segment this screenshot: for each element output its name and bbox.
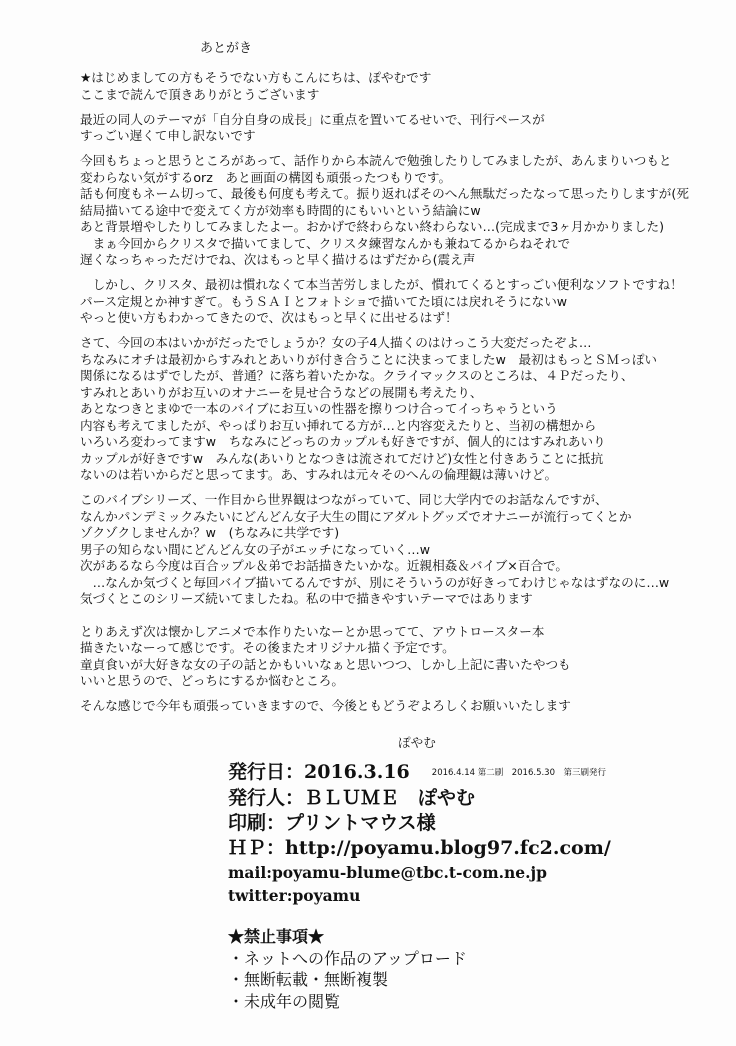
text-line: あとなつきとまゆで一本のバイブにお互いの性器を擦りつけ合ってイっちゃうという (80, 401, 558, 416)
text-line: 変わらない気がするorz あと画面の構図も頑張ったつもりです。 (80, 169, 452, 185)
prohibition-item: ・ネットへの作品のアップロード (228, 948, 467, 968)
text-line: まぁ今回からクリスタで描いてまして、クリスタ練習なんかも兼ねてるからねそれで (80, 235, 571, 251)
text-line: 話も何度もネーム切って、最後も何度も考えて。振り返ればそのへん無駄だったなって思ったりしますが(死 (80, 186, 689, 201)
text-line: やっと使い方もわかってきたので、次はもっと早くに出せるはず！ (80, 310, 458, 325)
text-line: 今回もちょっと思うところがあって、話作りから本読んで勉強したりしてみましたが、あんまりいつもと (80, 153, 672, 168)
publish-date-row (228, 760, 611, 786)
paragraph (80, 624, 689, 690)
colophon (228, 760, 611, 907)
text-line: 気づくとこのシリーズ続いてましたね。私の中で描きやすいテーマではあります (80, 591, 533, 606)
text-line: ないのは若いからだと思ってます。あ、すみれは元々そのへんの倫理観は薄いけど。 (80, 467, 558, 482)
text-line: すみれとあいりがお互いのオナニーを見せ合うなどの展開も考えたり、 (80, 384, 483, 400)
text-line: 最近の同人のテーマが「自分自身の成長」に重点を置いてるせいで、刊行ペースが (80, 111, 545, 127)
paragraph (80, 112, 689, 145)
homepage: ＨＰ：http://poyamu.blog97.fc2.com/ (228, 836, 611, 859)
text-line: ここまで読んで頂きありがとうございます (80, 86, 320, 102)
text-line: カップルが好きですw みんな(あいりとなつきは流されてだけど)女性と付きあうことに抵抗 (80, 450, 604, 466)
text-line: ★はじめましての方もそうでない方もこんにちは、ぽやむです (80, 70, 432, 85)
mail: mail:poyamu-blume@tbc.t-com.ne.jp (228, 862, 547, 882)
signature: ぽやむ (398, 735, 436, 750)
text-line: 関係になるはずでしたが、普通？に落ち着いたかな。クライマックスのところは、４Ｐだったり、 (80, 368, 634, 383)
text-line: すっごい遅くて申し訳ないです (80, 128, 256, 143)
afterword-body (80, 70, 689, 723)
paragraph (80, 277, 689, 327)
text-line: そんな感じで今年も頑張っていきますので、今後ともどうぞよろしくお願いいたします (80, 698, 571, 713)
text-line: このバイブシリーズ、一作目から世界観はつながっていて、同じ大学内でのお話なんですが、 (80, 492, 608, 507)
afterword-title: あとがき (200, 41, 253, 56)
publisher: 発行人：ＢＬＵＭＥ ぽやむ (228, 786, 476, 809)
prohibition-item: ・未成年の閲覧 (228, 991, 341, 1011)
twitter: twitter:poyamu (228, 885, 361, 905)
text-line: 内容も考えてましたが、やっぱりお互い挿れてる方が…と内容変えたりと、当初の構想から (80, 417, 597, 433)
prohibitions (228, 926, 467, 1012)
text-line: 次があるなら今度は百合ップル＆弟でお話描きたいかな。近親相姦＆バイブ×百合で。 (80, 558, 568, 573)
text-line: あと背景増やしたりしてみましたよー。おかげで終わらない終わらない…(完成まで3ヶ月かかりました) (80, 219, 665, 234)
text-line: いろいろ変わってますw ちなみにどっちのカップルも好きですが、個人的にはすみれあいり (80, 434, 606, 449)
text-line: ちなみにオチは最初からすみれとあいりが付き合うことに決まってましたw 最初はもっとＳＭっぽい (80, 351, 658, 367)
text-line: …なんか気づくと毎回バイブ描いてるんですが、別にそういうのが好きってわけじゃなはずなのに…w (80, 574, 670, 590)
text-line: 描きたいなーって感じです。その後またオリジナル描く予定です。 (80, 640, 455, 655)
printer: 印刷：プリントマウス様 (228, 811, 436, 834)
paragraph (80, 335, 689, 484)
reprint-note: 2016.4.14 第二刷 2016.5.30 第三刷発行 (431, 767, 607, 778)
publish-date: 発行日：2016.3.16 (228, 761, 410, 783)
text-line: 結局描いてる途中で変えてく方が効率も時間的にもいいという結論にw (80, 202, 481, 218)
text-line: 男子の知らない間にどんどん女の子がエッチになっていく…w (80, 541, 431, 557)
paragraph (80, 153, 689, 269)
prohibitions-heading: ★禁止事項★ (228, 927, 325, 946)
text-line: 童貞食いが大好きな女の子の話とかもいいなぁと思いつつ、しかし上記に書いたやつも (80, 656, 571, 672)
text-line: いいと思うので、どっちにするか悩むところ。 (80, 673, 344, 688)
text-line: なんかパンデミックみたいにどんどん女子大生の間にアダルトグッズでオナニーが流行ってくとか (80, 508, 632, 524)
paragraph (80, 492, 689, 608)
paragraph (80, 698, 689, 715)
text-line: パース定規とか神すぎて。もうＳＡＩとフォトショで描いてた頃には戻れそうにないw (80, 293, 568, 309)
paragraph (80, 70, 689, 103)
text-line: さて、今回の本はいかがだったでしょうか？女の子4人描くのはけっこう大変だったぞよ… (80, 335, 592, 350)
prohibition-item: ・無断転載・無断複製 (228, 970, 389, 989)
text-line: 遅くなっちゃっただけでね、次はもっと早く描けるはずだから(震え声 (80, 252, 476, 267)
text-line: しかし、クリスタ、最初は慣れなくて本当苦労しましたが、慣れてくるとすっごい便利なソフトですね！ (80, 277, 683, 292)
text-line: とりあえず次は懐かしアニメで本作りたいなーとか思ってて、アウトロースター本 (80, 623, 545, 639)
text-line: ゾクゾクしませんか？w (ちなみに共学です) (80, 525, 340, 540)
